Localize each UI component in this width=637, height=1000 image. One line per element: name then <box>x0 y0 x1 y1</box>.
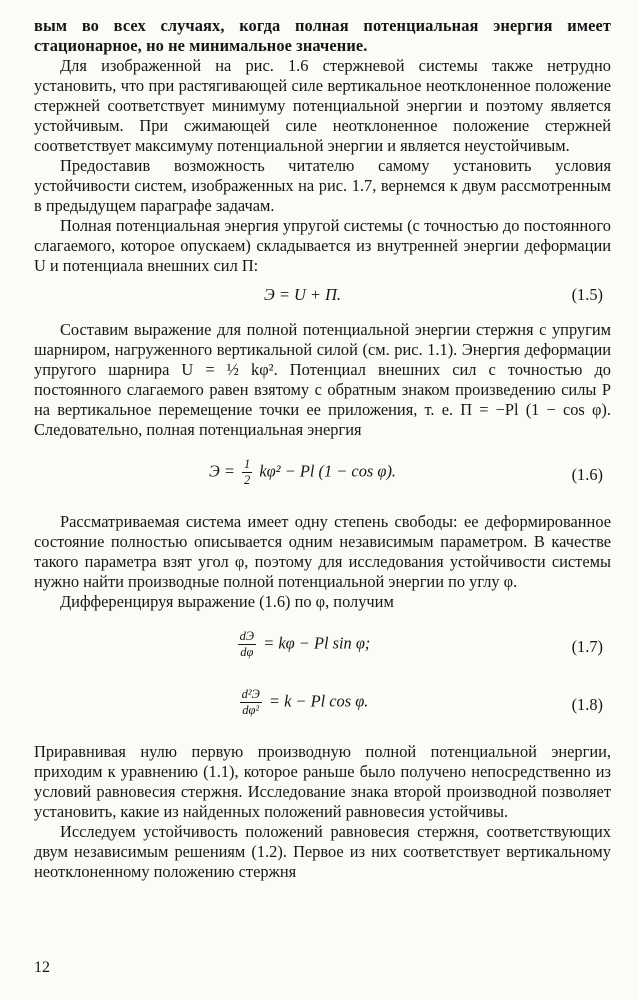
equation-1-8 <box>34 684 611 726</box>
equation-1-8-body <box>34 687 571 718</box>
equation-1-6-lhs: Э = <box>208 461 235 481</box>
equation-1-8-fraction <box>240 687 262 718</box>
equation-1-5-body: Э = U + П. <box>263 285 341 304</box>
paragraph-stability-study: Исследуем устойчивость положений равновесия стержня, соответствующих двум независимым решениям (1.2). Первое из них соответствует вертикальному неотклоненному положению стержня <box>34 822 611 881</box>
equation-1-8-rhs: = k − Pl cos φ. <box>268 691 369 711</box>
equation-1-5 <box>34 282 611 308</box>
paragraph-rod-system: Для изображенной на рис. 1.6 стержневой системы также нетрудно установить, что при растягивающей силе вертикальное неотклоненное положение стержней соответствует минимуму потенциальной энергии и поэтому является устойчивым. При сжимающей силе неотклоненное положение стержней соответствует максимуму потенциальной энергии и является неустойчивым. <box>34 56 611 155</box>
paragraph-reader-exercise: Предоставив возможность читателю самому установить условия устойчивости систем, изображенных на рис. 1.7, вернемся к двум рассмотренным в предыдущем параграфе задачам. <box>34 156 611 215</box>
paragraph-total-energy: Полная потенциальная энергия упругой системы (с точностью до постоянного слагаемого, которое опускаем) складывается из внутренней энергии деформации U и потенциала внешних сил П: <box>34 216 611 275</box>
paragraph-differentiating: Дифференцируя выражение (1.6) по φ, получим <box>60 592 394 611</box>
equation-1-7-number: (1.7) <box>571 637 603 656</box>
paragraph-hinge-energy: Составим выражение для полной потенциальной энергии стержня с упругим шарниром, нагруженного вертикальной силой (см. рис. 1.1). Энергия деформации упругого шарнира U = ½ kφ². Потенциал внешних сил с точностью до постоянного слагаемого равен взятому с обратным знаком произведению силы P на вертикальное перемещение точки ее приложения, т. е. П = −Pl (1 − cos φ). Следовательно, полная потенциальная энергия <box>34 320 611 439</box>
equation-1-6-rhs: kφ² − Pl (1 − cos φ). <box>259 461 396 481</box>
equation-1-7-rhs: = kφ − Pl sin φ; <box>263 633 371 653</box>
fraction-denominator: 2 <box>243 473 251 487</box>
fraction-numerator: dЭ <box>239 629 255 643</box>
fraction-denominator: dφ <box>240 645 254 659</box>
equation-1-7-body <box>34 629 571 660</box>
equation-1-7-fraction <box>238 629 256 660</box>
equation-1-5-number: (1.5) <box>571 285 603 304</box>
equation-1-7 <box>34 626 611 668</box>
equation-1-6-fraction <box>242 457 252 488</box>
equation-1-6-body <box>34 457 571 488</box>
fraction-numerator: d²Э <box>241 687 260 701</box>
page-number: 12 <box>34 959 50 976</box>
fraction-numerator: 1 <box>243 457 251 471</box>
fraction-denominator: dφ² <box>242 703 260 717</box>
paragraph-continuation: вым во всех случаях, когда полная потенциальная энергия имеет стационарное, но не минимальное значение. <box>34 16 611 55</box>
paragraph-first-derivative: Приравнивая нулю первую производную полной потенциальной энергии, приходим к уравнению (1.1), которое раньше было получено непосредственно из условий равновесия стержня. Исследование знака второй производной позволяет установить, какие из найденных положений равновесия устойчивы. <box>34 742 611 821</box>
equation-1-6 <box>34 454 611 496</box>
equation-1-6-number: (1.6) <box>571 465 603 484</box>
paragraph-degree-of-freedom: Рассматриваемая система имеет одну степень свободы: ее деформированное состояние полностью описывается одним независимым параметром. В качестве такого параметра взят угол φ, поэтому для исследования устойчивости системы нужно найти производные полной потенциальной энергии по углу φ. <box>34 512 611 591</box>
equation-1-8-number: (1.8) <box>571 695 603 714</box>
